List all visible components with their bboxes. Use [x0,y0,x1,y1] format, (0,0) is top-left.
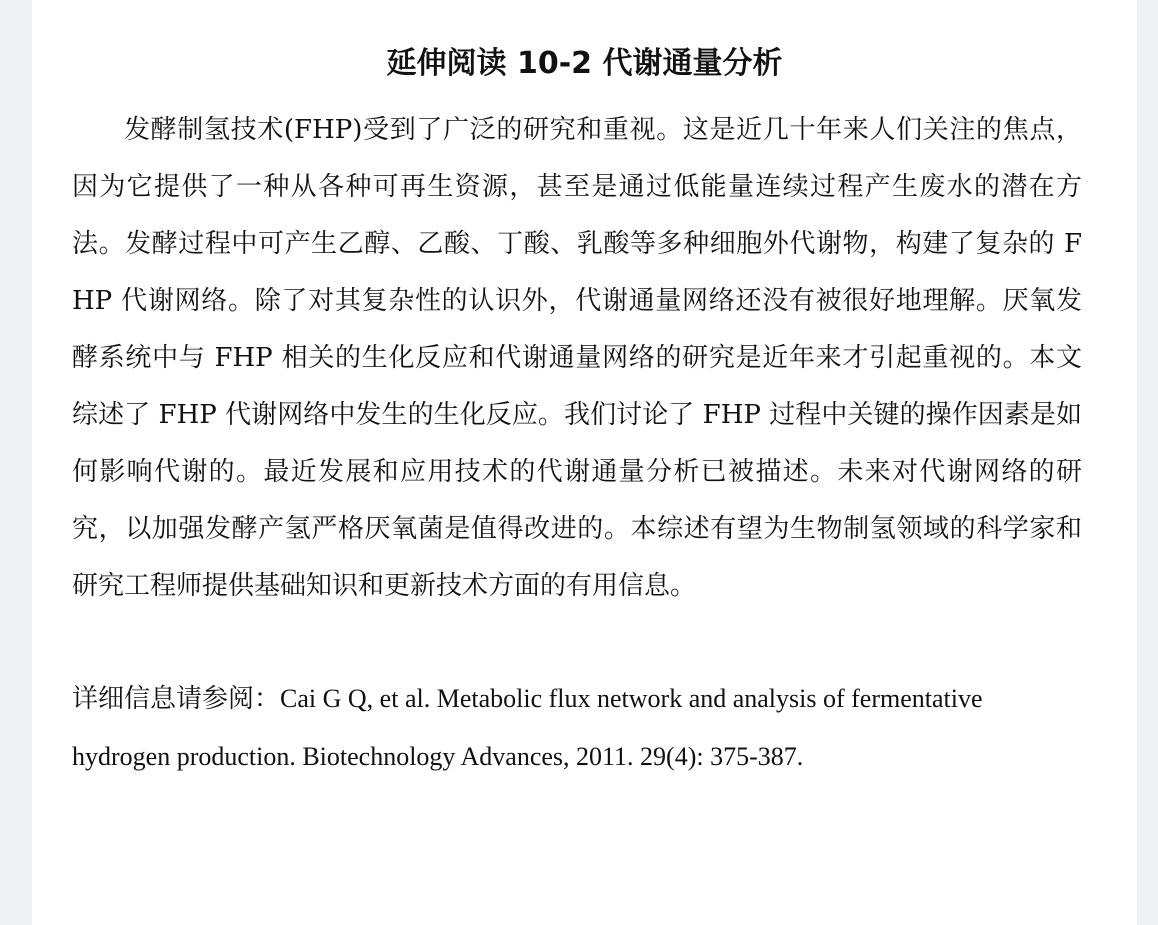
page-title: 延伸阅读 10-2 代谢通量分析 [386,46,783,81]
body-paragraph: 发酵制氢技术(FHP)受到了广泛的研究和重视。这是近几十年来人们关注的焦点，因为它提供了一种从各种可再生资源，甚至是通过低能量连续过程产生废水的潜在方法。发酵过程中可产生乙醇、乙酸、丁酸、乳酸等多种细胞外代谢物，构建了复杂的 FHP 代谢网络。除了对其复杂性的认识外，代谢通量网络还没有被很好地理解。厌氧发酵系统中与 FHP 相关的生化反应和代谢通量网络的研究是近年来才引起重视的。本文综述了 FHP 代谢网络中发生的生化反应。我们讨论了 FHP 过程中关键的操作因素是如何影响代谢的。最近发展和应用技术的代谢通量分析已被描述。未来对代谢网络的研究，以加强发酵产氢严格厌氧菌是值得改进的。本综述有望为生物制氢领域的科学家和研究工程师提供基础知识和更新技术方面的有用信息。 [72,115,1082,601]
document-page [32,0,1137,925]
reference-note [72,670,1084,785]
reference-citation: Cai G Q, et al. Metabolic flux network and analysis of fermentative hydrogen production. Biotechnology Advances, 2011. 29(4): 375-387. [72,684,983,771]
reference-label: 详细信息请参阅： [72,684,281,714]
